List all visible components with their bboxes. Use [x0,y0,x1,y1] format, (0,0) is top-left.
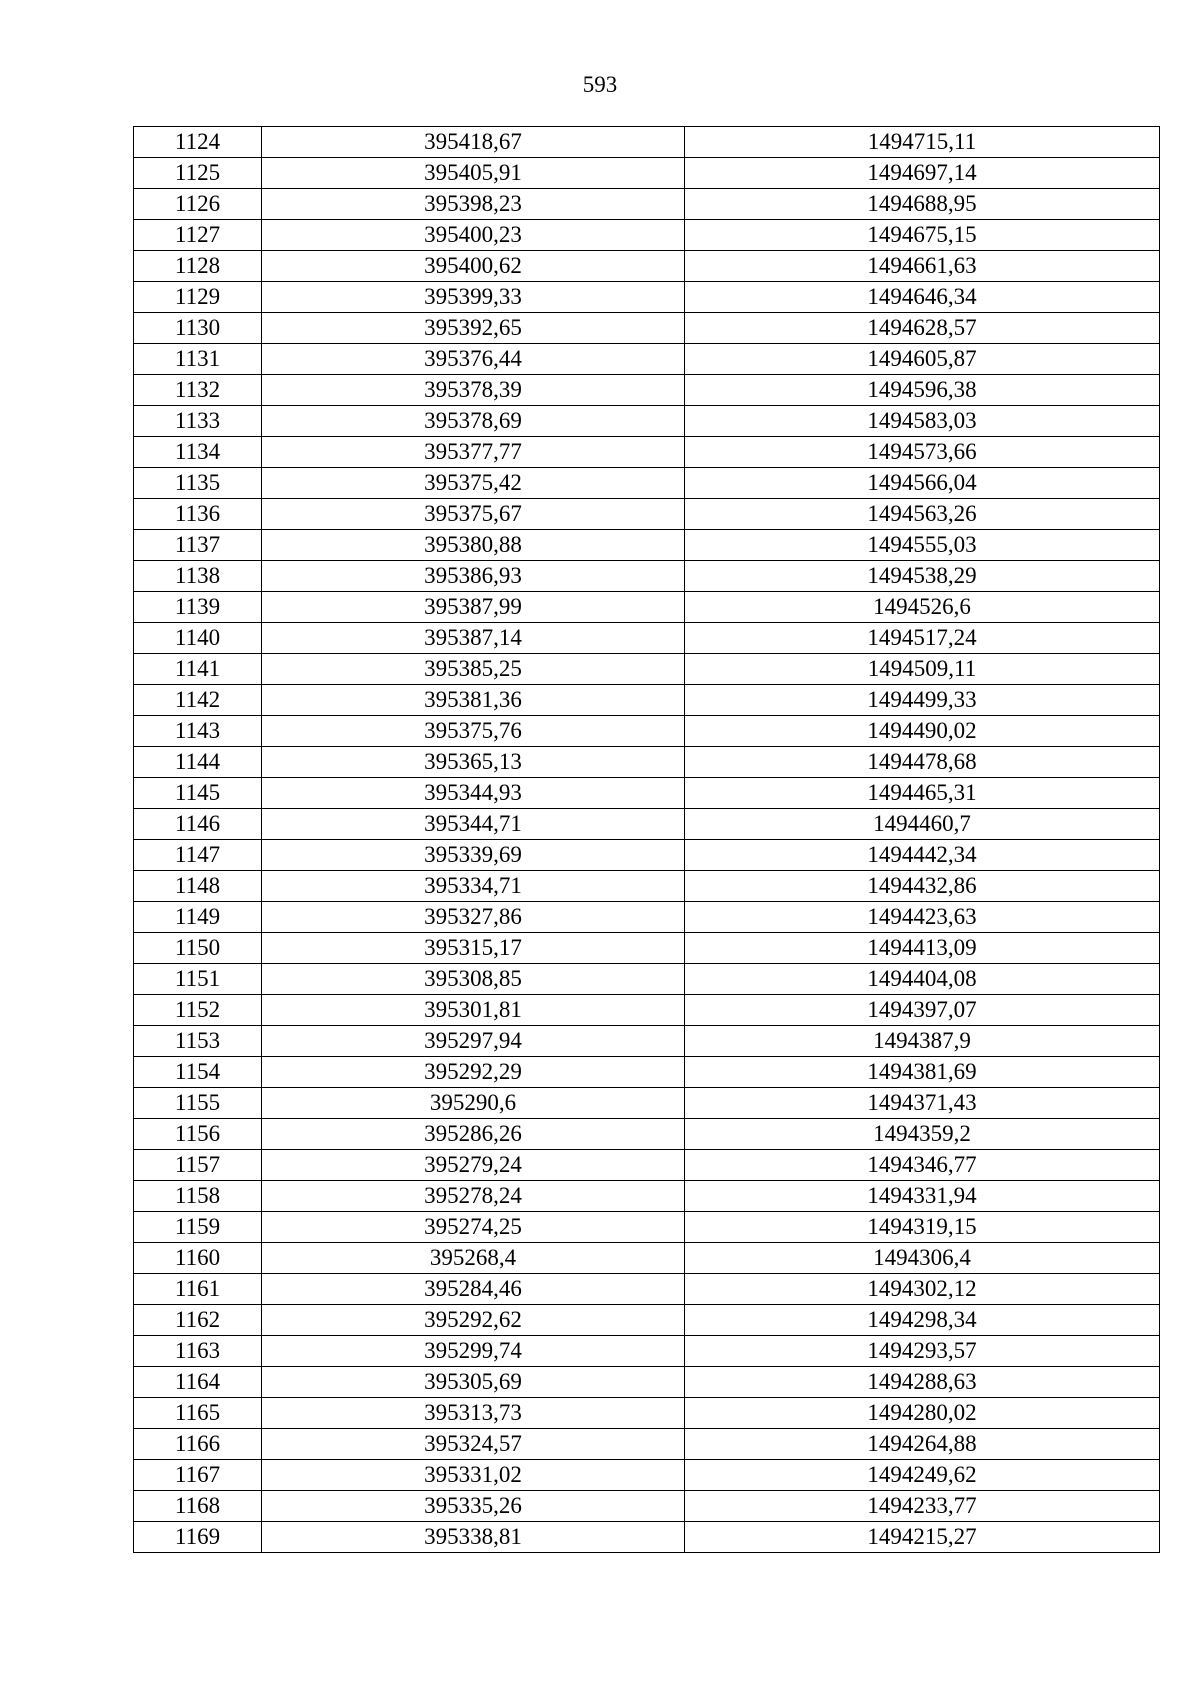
table-row [134,1057,1160,1088]
point-number-cell: 1164 [134,1367,262,1398]
x-coordinate-cell: 395377,77 [262,437,685,468]
point-number-cell: 1132 [134,375,262,406]
point-number-cell: 1156 [134,1119,262,1150]
table-row [134,530,1160,561]
y-coordinate-cell: 1494646,34 [685,282,1160,313]
point-number-cell: 1137 [134,530,262,561]
table-row [134,313,1160,344]
y-coordinate-cell: 1494442,34 [685,840,1160,871]
x-coordinate-cell: 395400,23 [262,220,685,251]
table-row [134,282,1160,313]
x-coordinate-cell: 395279,24 [262,1150,685,1181]
table-row [134,468,1160,499]
point-number-cell: 1163 [134,1336,262,1367]
x-coordinate-cell: 395338,81 [262,1522,685,1553]
table-row [134,437,1160,468]
point-number-cell: 1158 [134,1181,262,1212]
x-coordinate-cell: 395308,85 [262,964,685,995]
x-coordinate-cell: 395400,62 [262,251,685,282]
point-number-cell: 1141 [134,654,262,685]
y-coordinate-cell: 1494397,07 [685,995,1160,1026]
y-coordinate-cell: 1494331,94 [685,1181,1160,1212]
table-row [134,499,1160,530]
point-number-cell: 1143 [134,716,262,747]
y-coordinate-cell: 1494715,11 [685,127,1160,158]
y-coordinate-cell: 1494563,26 [685,499,1160,530]
y-coordinate-cell: 1494319,15 [685,1212,1160,1243]
table-row [134,561,1160,592]
x-coordinate-cell: 395292,29 [262,1057,685,1088]
table-row [134,1460,1160,1491]
y-coordinate-cell: 1494423,63 [685,902,1160,933]
coordinates-table [133,126,1160,1553]
y-coordinate-cell: 1494306,4 [685,1243,1160,1274]
y-coordinate-cell: 1494596,38 [685,375,1160,406]
y-coordinate-cell: 1494538,29 [685,561,1160,592]
table-row [134,1026,1160,1057]
y-coordinate-cell: 1494566,04 [685,468,1160,499]
x-coordinate-cell: 395290,6 [262,1088,685,1119]
x-coordinate-cell: 395386,93 [262,561,685,592]
table-row [134,840,1160,871]
point-number-cell: 1168 [134,1491,262,1522]
point-number-cell: 1139 [134,592,262,623]
table-row [134,1305,1160,1336]
x-coordinate-cell: 395378,69 [262,406,685,437]
y-coordinate-cell: 1494249,62 [685,1460,1160,1491]
point-number-cell: 1150 [134,933,262,964]
x-coordinate-cell: 395278,24 [262,1181,685,1212]
y-coordinate-cell: 1494583,03 [685,406,1160,437]
x-coordinate-cell: 395274,25 [262,1212,685,1243]
point-number-cell: 1134 [134,437,262,468]
point-number-cell: 1147 [134,840,262,871]
y-coordinate-cell: 1494302,12 [685,1274,1160,1305]
point-number-cell: 1145 [134,778,262,809]
coordinates-table-body [134,127,1160,1553]
x-coordinate-cell: 395315,17 [262,933,685,964]
y-coordinate-cell: 1494280,02 [685,1398,1160,1429]
y-coordinate-cell: 1494465,31 [685,778,1160,809]
point-number-cell: 1126 [134,189,262,220]
point-number-cell: 1159 [134,1212,262,1243]
point-number-cell: 1133 [134,406,262,437]
table-row [134,623,1160,654]
point-number-cell: 1146 [134,809,262,840]
y-coordinate-cell: 1494573,66 [685,437,1160,468]
x-coordinate-cell: 395286,26 [262,1119,685,1150]
y-coordinate-cell: 1494675,15 [685,220,1160,251]
point-number-cell: 1131 [134,344,262,375]
table-row [134,1119,1160,1150]
table-row [134,1181,1160,1212]
y-coordinate-cell: 1494233,77 [685,1491,1160,1522]
y-coordinate-cell: 1494478,68 [685,747,1160,778]
table-row [134,902,1160,933]
x-coordinate-cell: 395387,99 [262,592,685,623]
table-row [134,1398,1160,1429]
y-coordinate-cell: 1494509,11 [685,654,1160,685]
x-coordinate-cell: 395375,42 [262,468,685,499]
x-coordinate-cell: 395376,44 [262,344,685,375]
point-number-cell: 1161 [134,1274,262,1305]
table-row [134,995,1160,1026]
x-coordinate-cell: 395344,71 [262,809,685,840]
page-number: 593 [582,72,618,97]
x-coordinate-cell: 395327,86 [262,902,685,933]
point-number-cell: 1154 [134,1057,262,1088]
x-coordinate-cell: 395331,02 [262,1460,685,1491]
x-coordinate-cell: 395398,23 [262,189,685,220]
table-row [134,592,1160,623]
point-number-cell: 1136 [134,499,262,530]
x-coordinate-cell: 395375,67 [262,499,685,530]
y-coordinate-cell: 1494688,95 [685,189,1160,220]
y-coordinate-cell: 1494215,27 [685,1522,1160,1553]
y-coordinate-cell: 1494517,24 [685,623,1160,654]
table-row [134,158,1160,189]
x-coordinate-cell: 395381,36 [262,685,685,716]
y-coordinate-cell: 1494490,02 [685,716,1160,747]
table-row [134,1274,1160,1305]
x-coordinate-cell: 395365,13 [262,747,685,778]
table-row [134,1088,1160,1119]
point-number-cell: 1140 [134,623,262,654]
point-number-cell: 1128 [134,251,262,282]
table-row [134,1429,1160,1460]
x-coordinate-cell: 395313,73 [262,1398,685,1429]
y-coordinate-cell: 1494460,7 [685,809,1160,840]
table-row [134,933,1160,964]
y-coordinate-cell: 1494381,69 [685,1057,1160,1088]
table-row [134,344,1160,375]
table-row [134,1491,1160,1522]
table-row [134,778,1160,809]
point-number-cell: 1138 [134,561,262,592]
table-row [134,1367,1160,1398]
y-coordinate-cell: 1494387,9 [685,1026,1160,1057]
y-coordinate-cell: 1494359,2 [685,1119,1160,1150]
table-row [134,189,1160,220]
table-row [134,654,1160,685]
table-row [134,1336,1160,1367]
point-number-cell: 1148 [134,871,262,902]
table-row [134,1150,1160,1181]
x-coordinate-cell: 395334,71 [262,871,685,902]
y-coordinate-cell: 1494555,03 [685,530,1160,561]
table-row [134,747,1160,778]
x-coordinate-cell: 395301,81 [262,995,685,1026]
table-row [134,127,1160,158]
point-number-cell: 1160 [134,1243,262,1274]
table-row [134,1522,1160,1553]
y-coordinate-cell: 1494432,86 [685,871,1160,902]
point-number-cell: 1127 [134,220,262,251]
point-number-cell: 1144 [134,747,262,778]
point-number-cell: 1142 [134,685,262,716]
y-coordinate-cell: 1494628,57 [685,313,1160,344]
y-coordinate-cell: 1494371,43 [685,1088,1160,1119]
x-coordinate-cell: 395405,91 [262,158,685,189]
y-coordinate-cell: 1494413,09 [685,933,1160,964]
y-coordinate-cell: 1494264,88 [685,1429,1160,1460]
point-number-cell: 1129 [134,282,262,313]
point-number-cell: 1135 [134,468,262,499]
x-coordinate-cell: 395344,93 [262,778,685,809]
table-row [134,251,1160,282]
y-coordinate-cell: 1494346,77 [685,1150,1160,1181]
point-number-cell: 1169 [134,1522,262,1553]
table-row [134,375,1160,406]
point-number-cell: 1157 [134,1150,262,1181]
x-coordinate-cell: 395387,14 [262,623,685,654]
table-row [134,871,1160,902]
x-coordinate-cell: 395324,57 [262,1429,685,1460]
x-coordinate-cell: 395299,74 [262,1336,685,1367]
x-coordinate-cell: 395268,4 [262,1243,685,1274]
x-coordinate-cell: 395392,65 [262,313,685,344]
table-row [134,716,1160,747]
x-coordinate-cell: 395339,69 [262,840,685,871]
point-number-cell: 1166 [134,1429,262,1460]
table-row [134,1243,1160,1274]
x-coordinate-cell: 395297,94 [262,1026,685,1057]
y-coordinate-cell: 1494288,63 [685,1367,1160,1398]
y-coordinate-cell: 1494605,87 [685,344,1160,375]
point-number-cell: 1153 [134,1026,262,1057]
point-number-cell: 1125 [134,158,262,189]
point-number-cell: 1162 [134,1305,262,1336]
point-number-cell: 1167 [134,1460,262,1491]
y-coordinate-cell: 1494499,33 [685,685,1160,716]
y-coordinate-cell: 1494697,14 [685,158,1160,189]
x-coordinate-cell: 395380,88 [262,530,685,561]
point-number-cell: 1152 [134,995,262,1026]
y-coordinate-cell: 1494661,63 [685,251,1160,282]
y-coordinate-cell: 1494404,08 [685,964,1160,995]
point-number-cell: 1165 [134,1398,262,1429]
x-coordinate-cell: 395378,39 [262,375,685,406]
point-number-cell: 1130 [134,313,262,344]
x-coordinate-cell: 395305,69 [262,1367,685,1398]
table-row [134,1212,1160,1243]
point-number-cell: 1124 [134,127,262,158]
x-coordinate-cell: 395385,25 [262,654,685,685]
point-number-cell: 1149 [134,902,262,933]
x-coordinate-cell: 395375,76 [262,716,685,747]
y-coordinate-cell: 1494526,6 [685,592,1160,623]
table-row [134,964,1160,995]
point-number-cell: 1155 [134,1088,262,1119]
x-coordinate-cell: 395335,26 [262,1491,685,1522]
x-coordinate-cell: 395399,33 [262,282,685,313]
x-coordinate-cell: 395284,46 [262,1274,685,1305]
y-coordinate-cell: 1494298,34 [685,1305,1160,1336]
table-row [134,685,1160,716]
point-number-cell: 1151 [134,964,262,995]
table-row [134,406,1160,437]
table-row [134,220,1160,251]
x-coordinate-cell: 395292,62 [262,1305,685,1336]
y-coordinate-cell: 1494293,57 [685,1336,1160,1367]
table-row [134,809,1160,840]
x-coordinate-cell: 395418,67 [262,127,685,158]
